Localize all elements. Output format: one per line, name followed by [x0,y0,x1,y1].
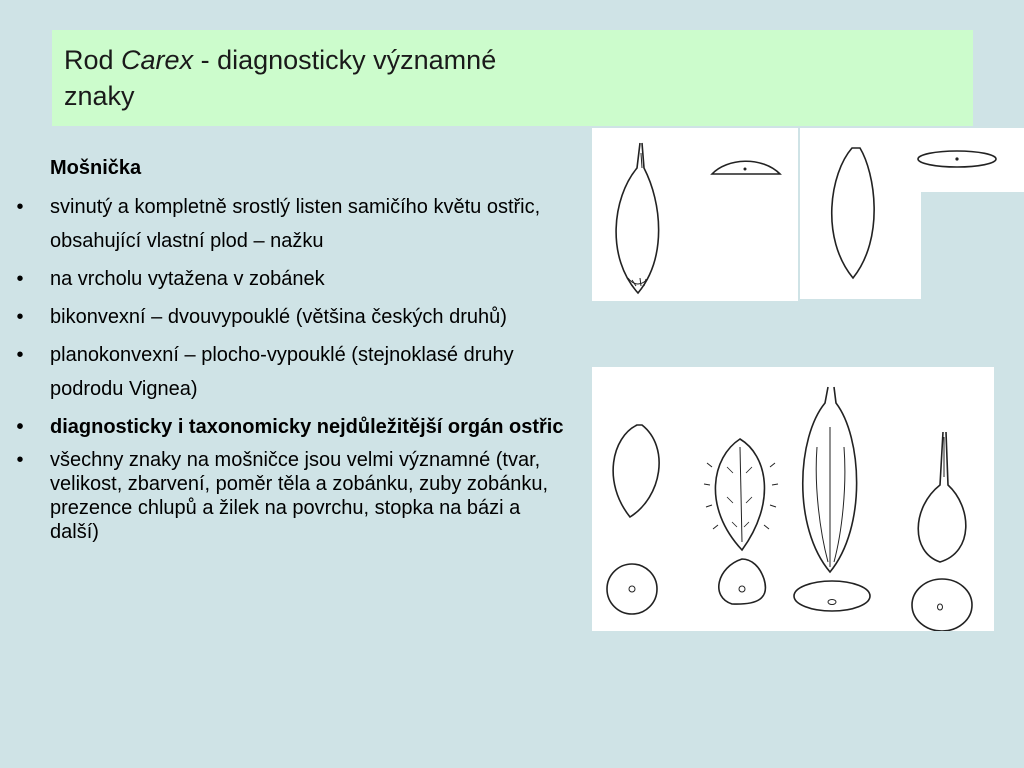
bullet-text: na vrcholu vytažena v zobánek [50,268,325,290]
bullet-dot: • [16,196,24,218]
title-genus: Carex [121,45,194,75]
slide-title [64,42,961,114]
bullet-text: všechny znaky na mošničce jsou velmi významné (tvar, velikost, zbarvení, poměr těla a zobánku, zuby zobánku, prezence chlupů a žilek na povrchu, stopka na bázi a další) [50,449,549,543]
bullet-text: svinutý a kompletně srostlý listen samičího květu ostřic, obsahující vlastní plod – nažku [50,196,541,252]
title-suffix: - diagnosticky významné [193,45,497,75]
utricle-comparison-sketch [592,367,994,631]
bullet-dot: • [16,344,24,366]
bullet-dot: • [16,449,24,471]
utricle-drawing-1 [592,128,798,301]
section-heading: Mošnička [50,157,142,179]
utricle-sketch-plain [800,128,1024,299]
bullet-item [10,448,570,544]
title-prefix: Rod [64,45,122,75]
bullet-item [10,262,570,296]
bullet-dot: • [16,416,24,438]
bullet-content [10,150,570,548]
utricle-drawing-2 [800,128,921,299]
bullet-item [10,338,570,406]
bullet-item [10,190,570,258]
bullet-list [10,190,570,544]
title-line-2: znaky [64,81,135,111]
bullet-text: bikonvexní – dvouvypouklé (většina českých druhů) [50,306,507,328]
utricle-comparison-drawing [592,367,994,631]
bullet-dot: • [16,306,24,328]
bullet-dot: • [16,268,24,290]
bullet-item [10,300,570,334]
utricle-sketch-beaked [592,128,798,301]
bullet-item [10,410,570,444]
bullet-text: diagnosticky i taxonomicky nejdůležitější orgán ostřic [50,416,564,438]
title-box [52,30,973,126]
bullet-text: planokonvexní – plocho-vypouklé (stejnoklasé druhy podrodu Vignea) [50,344,514,400]
